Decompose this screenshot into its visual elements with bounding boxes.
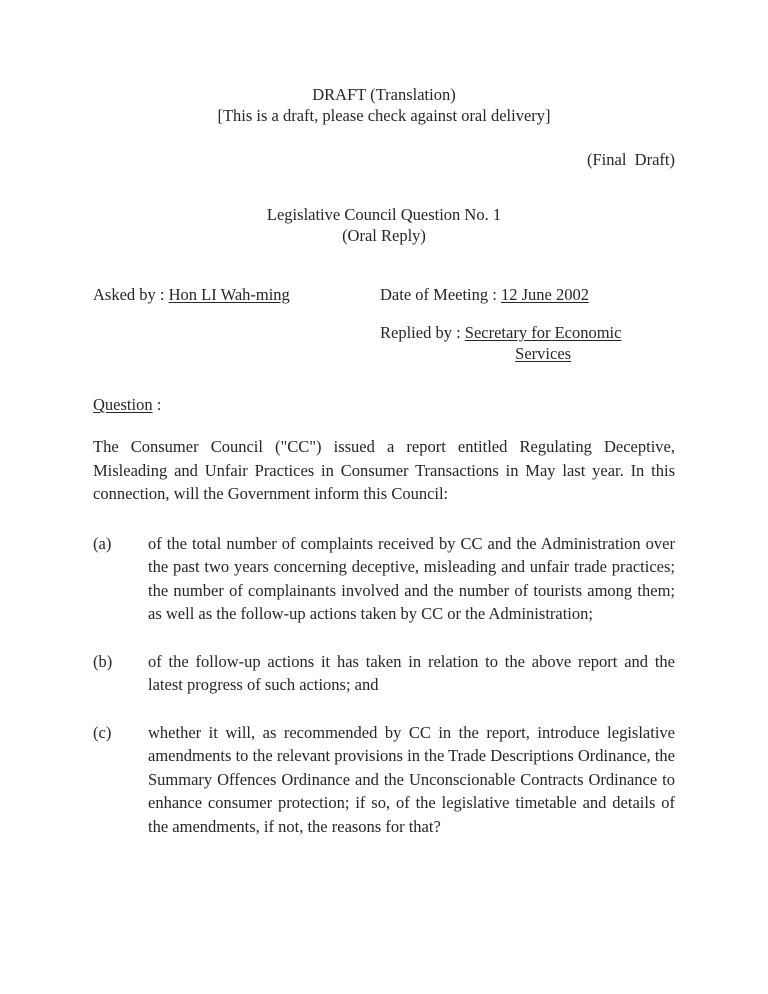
- reply-type-line: (Oral Reply): [342, 226, 426, 245]
- replied-by-value: [465, 322, 622, 364]
- list-item: [93, 721, 675, 839]
- date-of-meeting-field: [380, 284, 675, 305]
- list-item-label: (c): [93, 722, 112, 742]
- question-heading-text: Question: [93, 395, 153, 414]
- list-item-label: (b): [93, 651, 113, 671]
- metadata-row-2: [93, 322, 675, 364]
- page-title: [93, 204, 675, 246]
- replied-by-value-line2: Services: [515, 344, 572, 363]
- draft-header: [93, 84, 675, 126]
- question-items-list: [93, 532, 675, 839]
- asked-by-field: [93, 284, 380, 305]
- list-item: [93, 532, 675, 626]
- replied-by-value-line2-wrap: [465, 343, 622, 364]
- replied-by-label: Replied by :: [380, 323, 465, 342]
- metadata-block: [93, 284, 675, 364]
- question-number-line: Legislative Council Question No. 1: [266, 205, 502, 224]
- replied-by-value-line1: Secretary for Economic: [464, 323, 622, 342]
- list-item: [93, 650, 675, 697]
- list-item-text: whether it will, as recommended by CC in the report, introduce legislative amendments to the relevant provisions in the Trade Descriptions Ordinance, the Summary Offences Ordinance and the Unconscionable Contracts Ordinance to enhance consumer protection; if so, of the legislative timetable and details of the amendments, if not, the reasons for that?: [148, 722, 675, 836]
- document-content: [93, 0, 675, 838]
- list-item-text: of the total number of complaints received by CC and the Administration over the past two years concerning deceptive, misleading and unfair trade practices; the number of complainants involved and the number of tourists among them; as well as the follow-up actions taken by CC or the Administration;: [148, 533, 675, 623]
- list-item-label: (a): [93, 533, 112, 553]
- final-draft-marker: (Final Draft): [587, 150, 675, 169]
- replied-by-field: [380, 322, 675, 364]
- asked-by-label: Asked by :: [93, 285, 169, 304]
- date-of-meeting-label: Date of Meeting :: [380, 285, 501, 304]
- list-item-text: of the follow-up actions it has taken in relation to the above report and the latest progress of such actions; and: [148, 651, 675, 694]
- draft-translation-line: DRAFT (Translation): [312, 85, 456, 104]
- draft-disclaimer-line: [This is a draft, please check against oral delivery]: [217, 106, 551, 125]
- date-of-meeting-value: 12 June 2002: [500, 285, 589, 304]
- metadata-row-1: [93, 284, 675, 305]
- question-heading: [93, 394, 675, 415]
- question-intro-paragraph: The Consumer Council ("CC") issued a report entitled Regulating Deceptive, Misleading and Unfair Practices in Consumer Transactions in May last year. In this connection, will the Government inform this Council:: [93, 437, 675, 503]
- question-heading-colon: :: [152, 395, 162, 414]
- asked-by-value: Hon LI Wah-ming: [168, 285, 290, 304]
